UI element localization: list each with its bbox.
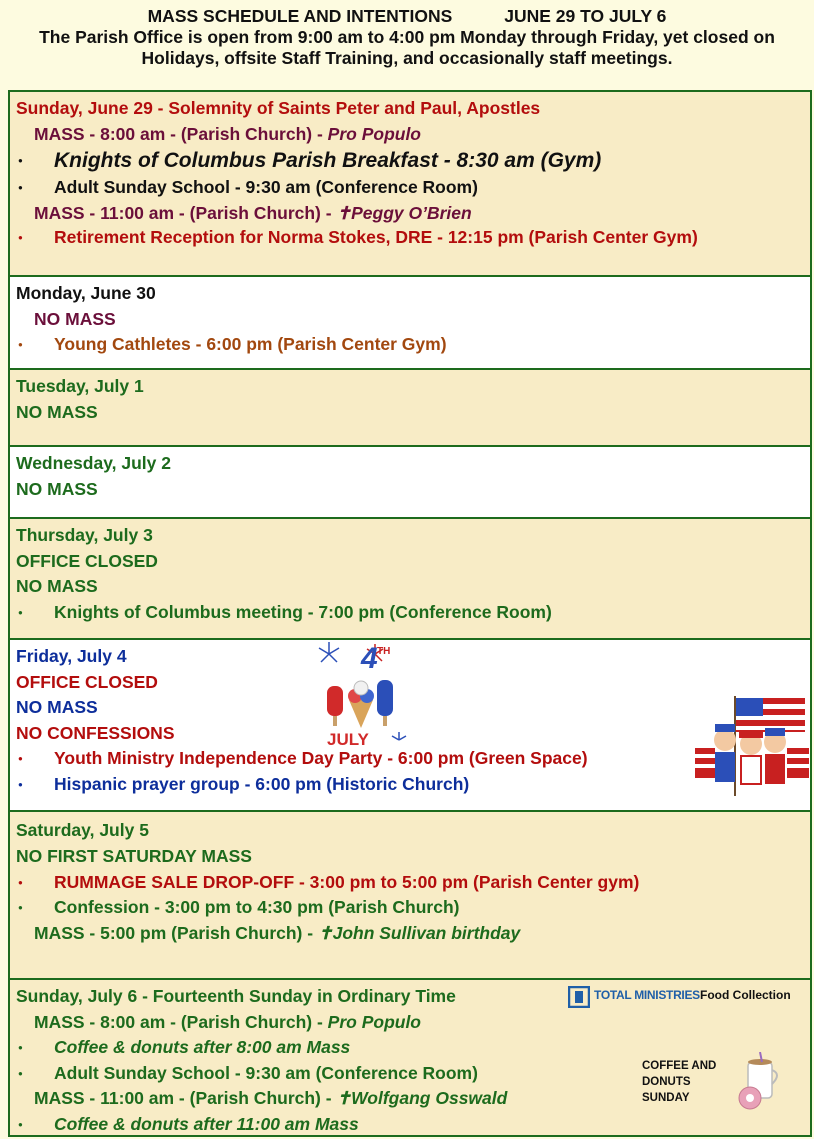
no-mass-label: NO MASS [16,697,98,717]
mass-entry: MASS - 5:00 pm (Parish Church) - ✝John Sullivan birthday [34,922,521,943]
kids-with-flags-art [695,688,809,800]
coffee-label-line1: COFFEE AND [642,1060,717,1072]
july-fourth-number: 4 [361,642,378,675]
coffee-donuts-graphic [642,1052,802,1122]
total-ministries-label: TOTAL MINISTRIES [594,988,700,1002]
july-fourth-popsicle-art [315,640,411,752]
event-item: ● Knights of Columbus Parish Breakfast - 8:30 am (Gym) [16,147,810,175]
total-ministries-icon [568,986,590,1008]
mass-entry: MASS - 11:00 am - (Parish Church) - ✝Peggy O’Brien [34,202,472,223]
day-saturday-july-5 [10,812,810,980]
day-monday-june-30 [10,277,810,370]
mass-entry: MASS - 8:00 am - (Parish Church) - Pro Populo [34,1011,421,1032]
event-item: ● Coffee & donuts after 8:00 am Mass [16,1035,810,1061]
event-item: ● Youth Ministry Independence Day Party - 6:00 pm (Green Space) [16,746,810,772]
day-tuesday-july-1 [10,370,810,447]
office-closed-label: OFFICE CLOSED [16,671,158,692]
day-title: Monday, June 30 [16,283,156,303]
event-item: ● Retirement Reception for Norma Stokes, DRE - 12:15 pm (Parish Center Gym) [16,226,810,249]
day-friday-july-4 [10,640,810,812]
coffee-cup-donut-icon [738,1052,784,1116]
day-title: Friday, July 4 [16,646,127,666]
event-item: ● Young Cathletes - 6:00 pm (Parish Center Gym) [16,332,810,358]
mass-entry: MASS - 11:00 am - (Parish Church) - ✝Wolfgang Osswald [34,1088,508,1108]
coffee-label-line2: DONUTS [642,1076,691,1088]
day-title: Wednesday, July 2 [16,453,171,473]
day-wednesday-july-2 [10,447,810,519]
food-collection-label: Food Collection [700,988,791,1002]
no-mass-label: NO MASS [16,576,98,596]
page-header [0,0,814,90]
event-item: ● Confession - 3:00 pm to 4:30 pm (Parish Church) [16,895,810,921]
event-item: ● Knights of Columbus meeting - 7:00 pm (Conference Room) [16,600,810,626]
day-sunday-june-29 [10,92,810,277]
event-item: ● Hispanic prayer group - 6:00 pm (Historic Church) [16,772,810,798]
event-item: ● Adult Sunday School - 9:30 am (Conference Room) [16,1061,810,1087]
day-title: Sunday, July 6 - Fourteenth Sunday in Ordinary Time [16,986,456,1006]
schedule-dates: JUNE 29 TO JULY 6 [504,6,667,26]
no-confessions-label: NO CONFESSIONS [16,722,175,743]
event-item: ● Adult Sunday School - 9:30 am (Conference Room) [16,175,810,201]
schedule-table [8,90,812,1137]
july-fourth-suffix: TH [377,646,391,657]
day-sunday-july-6 [10,980,810,1135]
day-title: Saturday, July 5 [16,820,149,840]
day-title: Sunday, June 29 - Solemnity of Saints Peter and Paul, Apostles [16,98,541,118]
no-mass-label: NO MASS [34,308,116,329]
mass-entry: MASS - 8:00 am - (Parish Church) - Pro Populo [34,123,421,144]
day-thursday-july-3 [10,519,810,640]
office-closed-label: OFFICE CLOSED [16,550,158,571]
day-title: Tuesday, July 1 [16,376,144,396]
office-hours-notice: The Parish Office is open from 9:00 am to 4:00 pm Monday through Friday, yet closed on Holidays, offsite Staff Training, and occasionally staff meetings. [39,27,775,68]
coffee-label-line3: SUNDAY [642,1092,690,1104]
total-ministries-logo [568,984,806,1010]
schedule-title: MASS SCHEDULE AND INTENTIONS [147,6,453,26]
no-mass-label: NO MASS [16,401,98,422]
no-first-saturday-label: NO FIRST SATURDAY MASS [16,846,252,866]
day-title: Thursday, July 3 [16,525,153,545]
event-item: ● RUMMAGE SALE DROP-OFF - 3:00 pm to 5:00 pm (Parish Center gym) [16,870,810,896]
july-word: JULY [327,730,369,749]
no-mass-label: NO MASS [16,478,98,499]
event-item: ● Coffee & donuts after 11:00 am Mass [16,1112,810,1138]
